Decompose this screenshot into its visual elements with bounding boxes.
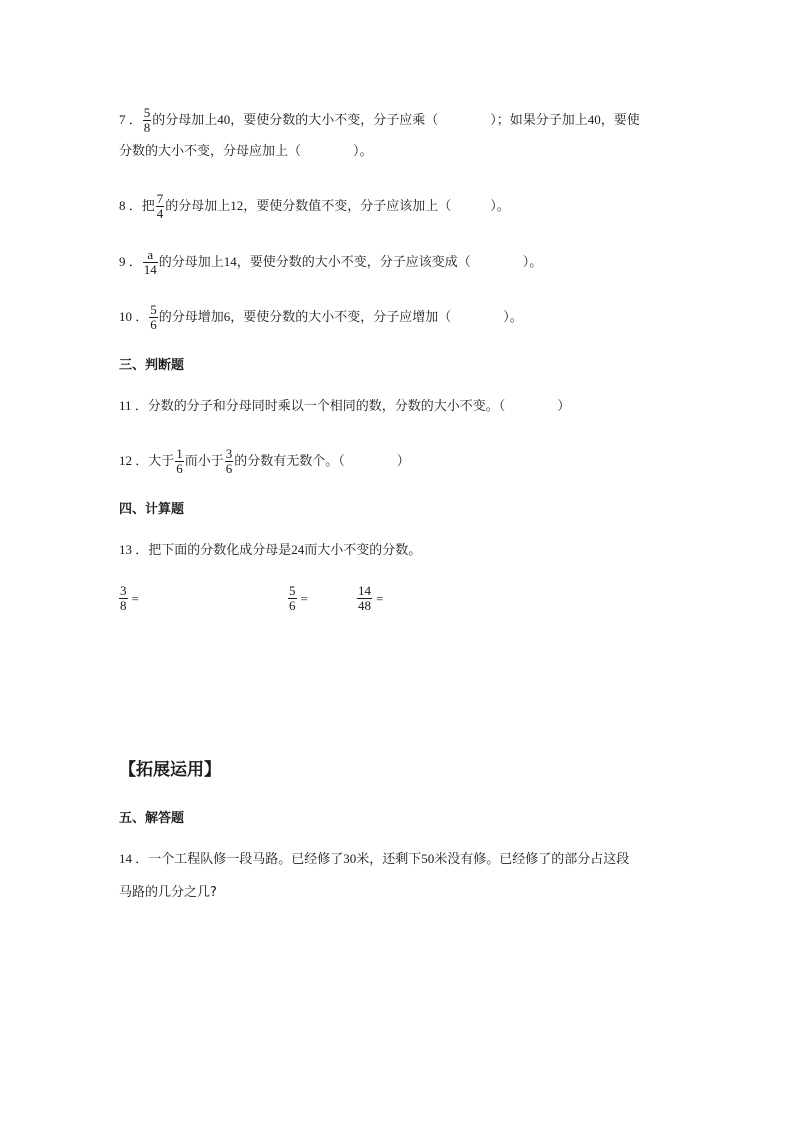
number-value: 6	[223, 309, 231, 324]
question-11: 11 ．分数的分子和分母同时乘以一个相同的数，分数的大小不变。（ ）	[119, 398, 571, 414]
question-number: 14	[119, 851, 132, 866]
question-text: 的分母增加	[158, 310, 224, 325]
question-text: 而小于	[184, 454, 224, 469]
question-7-line-2	[119, 143, 373, 161]
fraction	[143, 106, 152, 135]
fraction	[175, 447, 184, 476]
number-value: 24	[291, 542, 305, 557]
question-9: 9 ． $\frac{a}{14}$ 的分母加上14，要使分数的大小不变，分子应该变成（ ）。	[119, 247, 543, 277]
equals-sign: =	[300, 590, 308, 606]
question-text: 大于	[148, 454, 175, 469]
question-text: 分数的分子和分母同时乘以一个相同的数，分数的大小不变。（ ）	[147, 399, 571, 414]
question-text: ，要使分数的大小不变，分子应增加（ ）。	[230, 310, 523, 325]
equation-2	[287, 584, 308, 613]
denominator: 6	[150, 317, 157, 332]
section-heading-answers: 五、解答题	[119, 811, 185, 826]
question-text: 的分母加上	[158, 255, 224, 270]
numerator: 7	[156, 191, 164, 206]
question-number: 11	[119, 398, 132, 413]
question-text: 把下面的分数化成分母是	[148, 543, 292, 558]
question-text: 马路的几分之几?	[119, 885, 217, 900]
number-value: 40	[217, 112, 231, 127]
denominator: 6	[176, 461, 183, 476]
numerator: a	[143, 248, 158, 263]
denominator: 48	[358, 598, 371, 613]
denominator: 6	[225, 461, 233, 476]
question-text: 米没有修。已经修了的部分占这段	[434, 852, 630, 867]
fraction	[156, 192, 165, 221]
equation-1	[118, 584, 139, 613]
question-12: 12 ．大于 $\frac{1}{6}$ 而小于 $\frac{3}{6}$ 的分数有无数个。（ ）	[119, 446, 410, 476]
question-number: 7	[119, 112, 126, 127]
fraction	[143, 248, 158, 277]
question-text: 一个工程队修一段马路。已经修了	[148, 852, 344, 867]
fraction	[357, 584, 372, 613]
question-number: 8	[119, 198, 126, 213]
numerator: 1	[176, 446, 183, 461]
question-text: 把	[141, 199, 155, 214]
question-8: 8 ．把 $\frac{7}{4}$ 的分母加上12，要使分数值不变，分子应该加上（ ）。	[119, 191, 510, 221]
question-14-line-2	[119, 884, 217, 902]
question-text: 而大小不变的分数。	[304, 543, 422, 558]
numerator: 14	[358, 583, 371, 598]
question-14: 14 ．一个工程队修一段马路。已经修了30米，还剩下50米没有修。已经修了的部分占这段	[119, 851, 630, 867]
question-13: 13 ．把下面的分数化成分母是24而大小不变的分数。	[119, 542, 422, 558]
equation-3	[356, 584, 383, 613]
denominator: 8	[120, 598, 127, 613]
number-value: 14	[223, 254, 237, 269]
denominator: 8	[143, 120, 151, 135]
section-heading-calculation: 四、计算题	[119, 502, 185, 517]
extension-heading: 【拓展运用】	[119, 760, 221, 780]
question-10: 10 ． $\frac{5}{6}$ 的分母增加6，要使分数的大小不变，分子应增加（ ）。	[119, 302, 523, 332]
number-value: 40	[587, 112, 601, 127]
number-value: 50	[421, 851, 435, 866]
numerator: 3	[120, 583, 127, 598]
question-text: 的分母加上	[152, 113, 218, 128]
question-number: 13	[119, 542, 132, 557]
question-text: ，要使分数的大小不变，分子应该变成（ ）。	[236, 255, 543, 270]
question-number: 9	[119, 254, 126, 269]
question-text: ，要使分数值不变，分子应该加上（ ）。	[243, 199, 510, 214]
fraction	[149, 303, 158, 332]
question-text: 分数的大小不变，分母应加上（ ）。	[119, 144, 373, 159]
numerator: 5	[143, 105, 151, 120]
question-text: ，要使	[600, 113, 640, 128]
question-7: 7 ． $\frac{5}{8}$ 的分母加上40，要使分数的大小不变，分子应乘（ ）；如果分子加上40，要使	[119, 105, 640, 135]
fraction	[288, 584, 297, 613]
denominator: 14	[143, 262, 157, 277]
numerator: 5	[150, 302, 157, 317]
question-text: ，要使分数的大小不变，分子应乘（ ）；如果分子加上	[230, 113, 588, 128]
number-value: 30	[343, 851, 357, 866]
fraction	[225, 447, 234, 476]
question-number: 10	[119, 309, 132, 324]
section-heading-judgement: 三、判断题	[119, 358, 185, 373]
question-number: 12	[119, 453, 132, 468]
fraction	[119, 584, 128, 613]
numerator: 3	[225, 446, 233, 461]
equals-sign: =	[376, 590, 384, 606]
number-value: 12	[230, 198, 244, 213]
denominator: 6	[289, 598, 296, 613]
equals-sign: =	[131, 590, 139, 606]
question-text: 的分数有无数个。（ ）	[234, 454, 410, 469]
question-text: 的分母加上	[165, 199, 231, 214]
question-text: 米，还剩下	[356, 852, 422, 867]
numerator: 5	[289, 583, 296, 598]
denominator: 4	[156, 206, 164, 221]
